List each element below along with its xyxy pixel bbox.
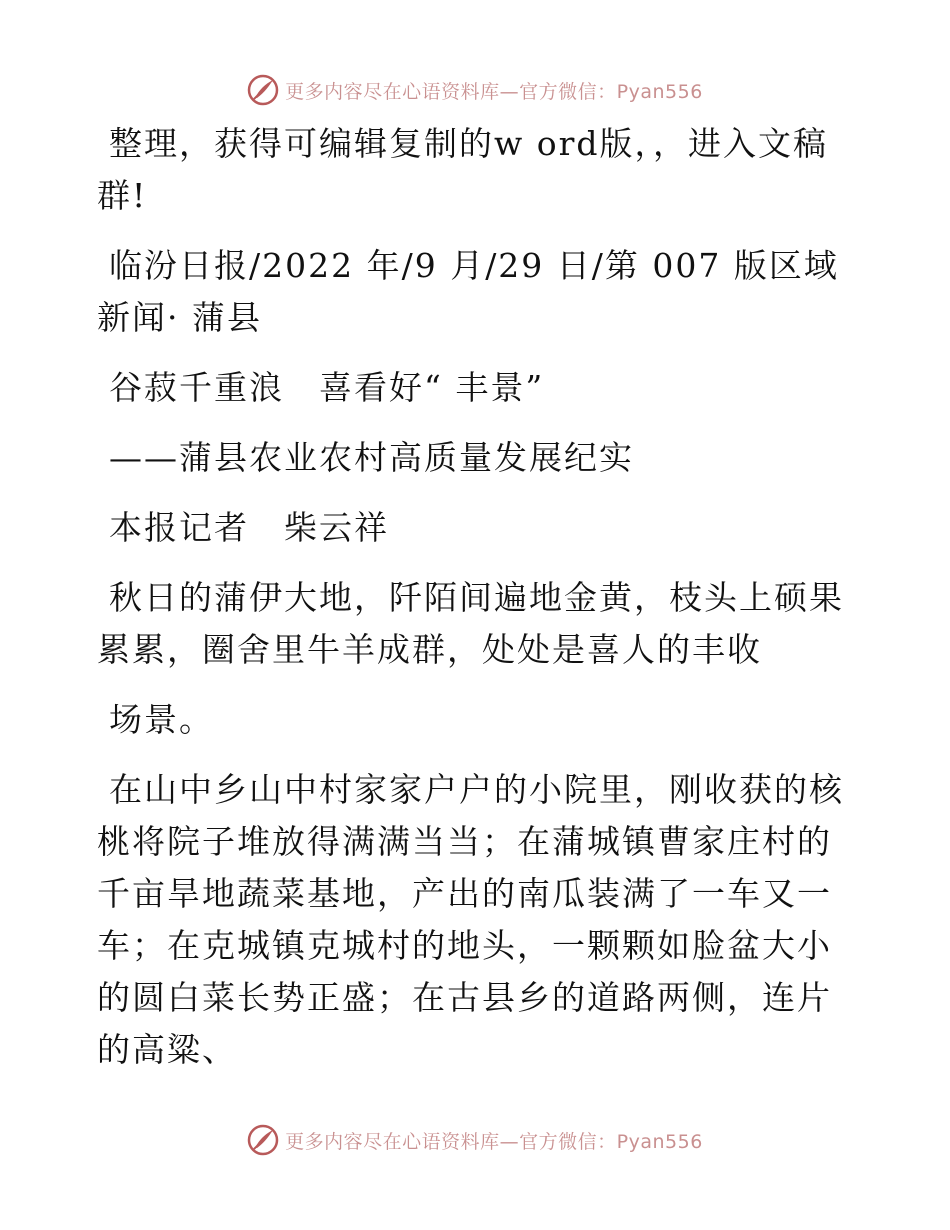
article-byline: 本报记者 柴云祥 <box>109 508 389 547</box>
footer-watermark <box>0 1120 950 1160</box>
document-body <box>97 118 857 1094</box>
header-watermark <box>0 70 950 110</box>
paragraph-body-1-cont: 场景。 <box>109 700 214 739</box>
article-subtitle: ——蒲县农业农村高质量发展纪实 <box>109 438 634 477</box>
watermark-text: 更多内容尽在心语资料库—官方微信：Pyan556 <box>285 80 703 103</box>
paragraph-intro: 整理，获得可编辑复制的w ord版，，进入文稿群! <box>97 124 829 215</box>
feather-pen-logo-icon <box>247 1124 279 1156</box>
paragraph-source: 临汾日报/2022 年/9 月/29 日/第 007 版区域新闻· 蒲县 <box>97 246 839 337</box>
paragraph-body-1: 秋日的蒲伊大地，阡陌间遍地金黄，枝头上硕果累累，圈舍里牛羊成群，处处是喜人的丰收 <box>97 578 844 669</box>
feather-pen-logo-icon <box>247 74 279 106</box>
paragraph-body-2: 在山中乡山中村家家户户的小院里，刚收获的核桃将院子堆放得满满当当；在蒲城镇曹家庄村的千亩旱地蔬菜基地，产出的南瓜装满了一车又一车；在克城镇克城村的地头，一颗颗如脸盆大小的圆白菜长势正盛；在古县乡的道路两侧，连片的高粱、 <box>97 770 844 1069</box>
article-title: 谷菽千重浪 喜看好“ 丰景” <box>109 368 545 407</box>
watermark-text: 更多内容尽在心语资料库—官方微信：Pyan556 <box>285 1130 703 1153</box>
